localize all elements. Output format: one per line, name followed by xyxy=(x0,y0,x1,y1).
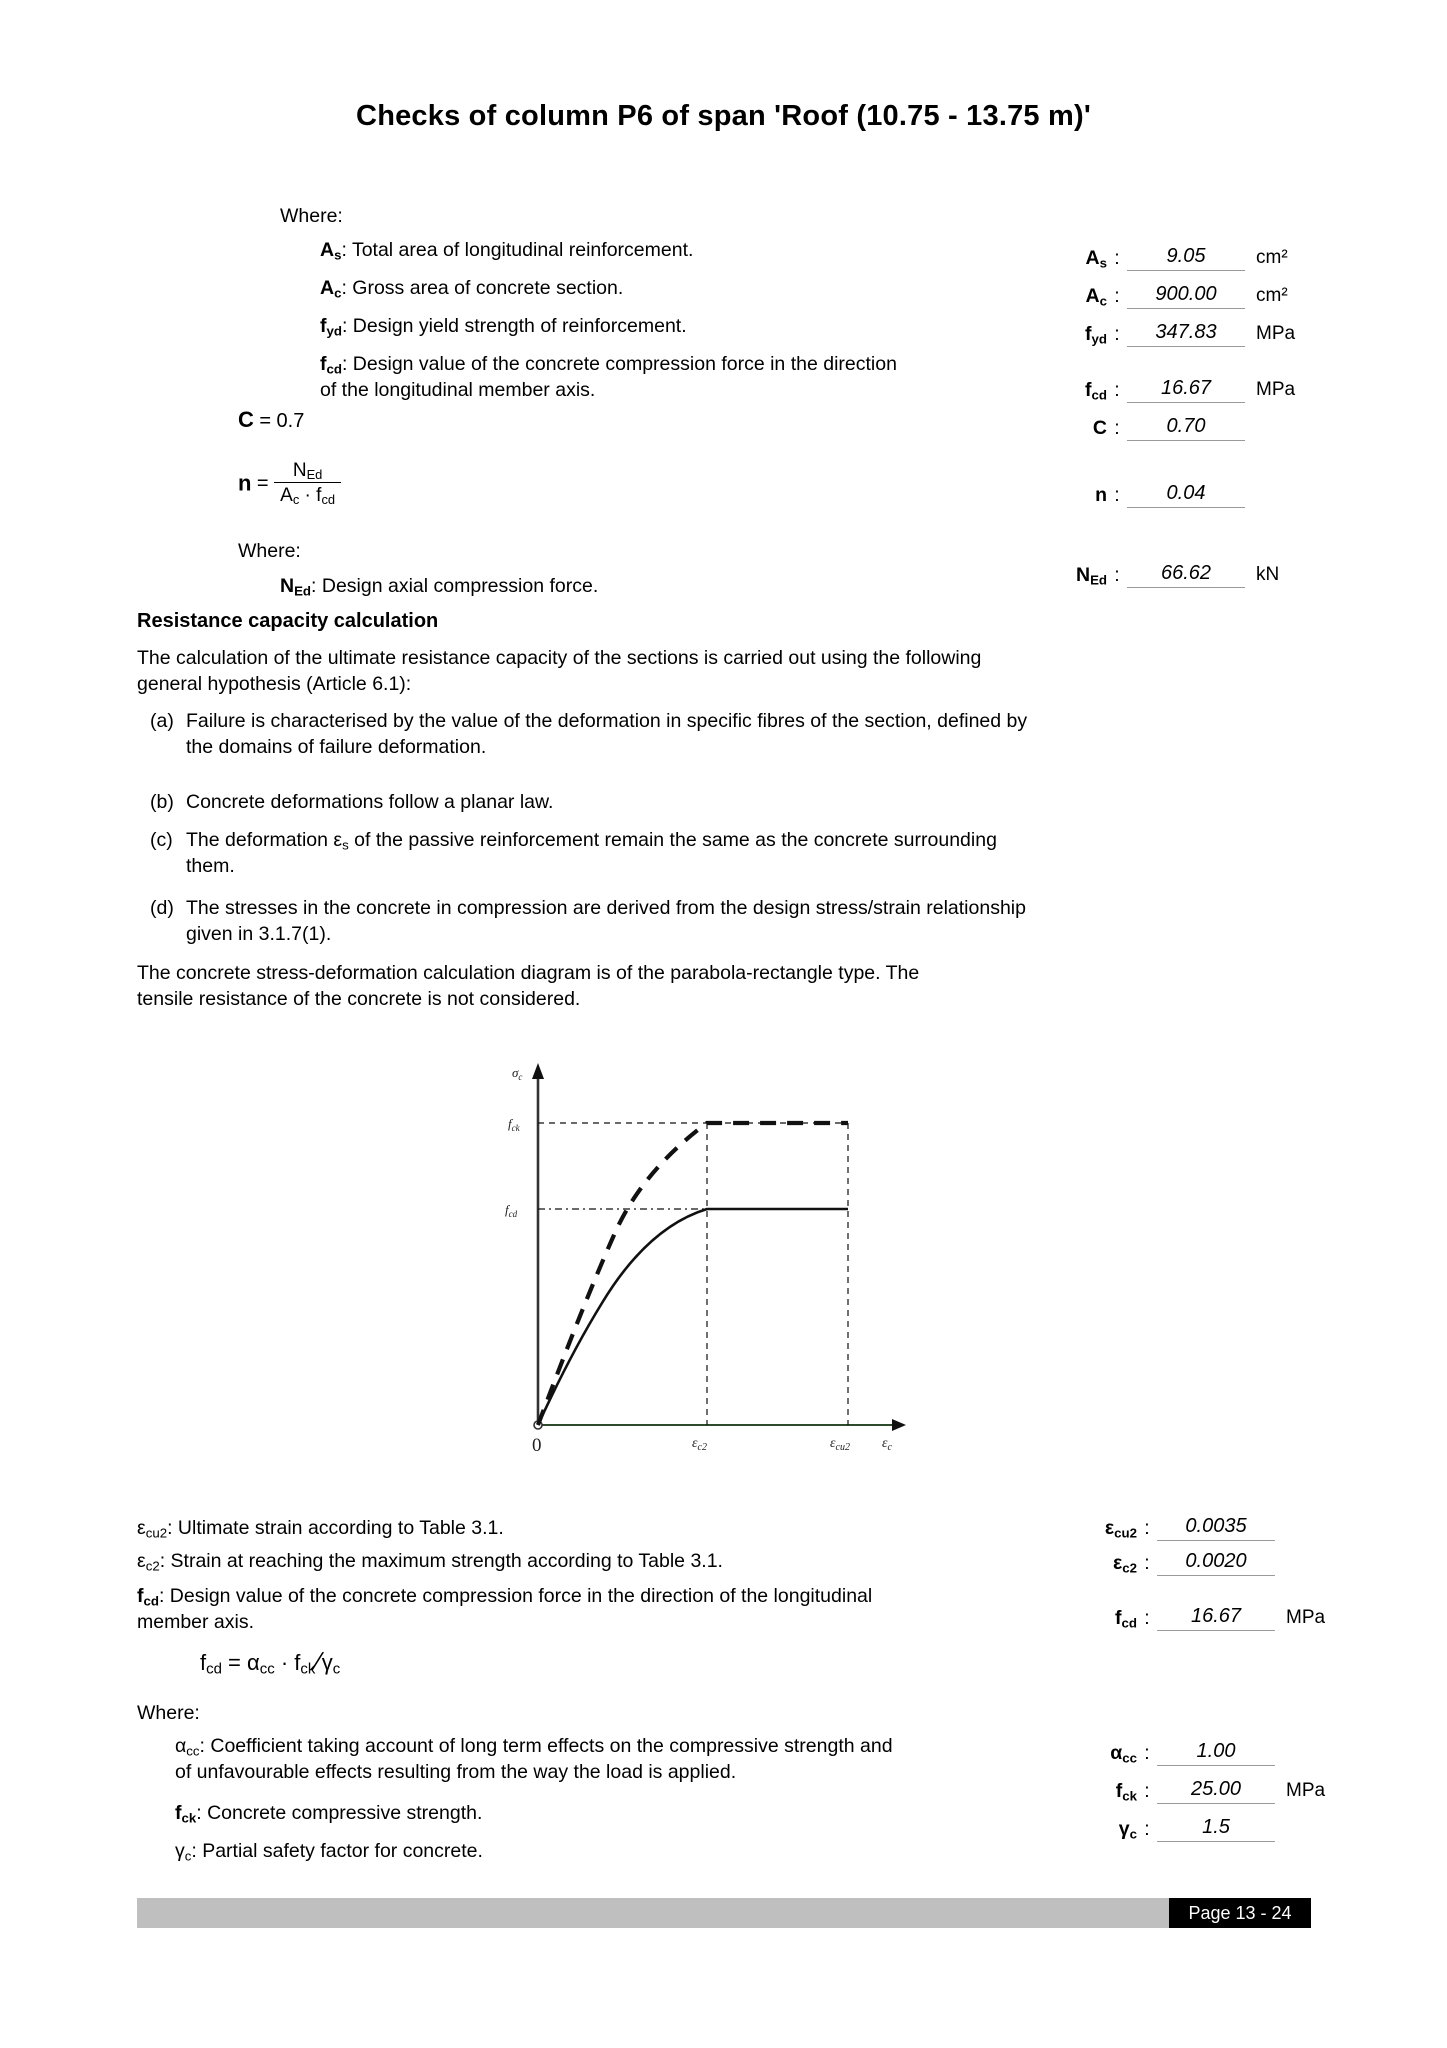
value-symbol-alphacc: $\alpha_{cc}$ xyxy=(1110,1741,1137,1765)
curve-fck-characteristic xyxy=(538,1123,848,1425)
value-colon: : xyxy=(1144,1606,1150,1629)
value-row-fcd xyxy=(1055,377,1295,403)
value-unit-fck: MPa xyxy=(1286,1780,1326,1801)
value-row-epsc2 xyxy=(1085,1550,1286,1576)
definition-gammac xyxy=(175,1838,895,1864)
value-row-fcd-bottom xyxy=(1085,1605,1325,1631)
symbol-fcd-bottom: $f_{cd}$ xyxy=(137,1585,159,1609)
footer-bar xyxy=(137,1898,1169,1928)
value-field-n[interactable]: 0.04 xyxy=(1127,482,1245,508)
definition-as xyxy=(320,237,960,263)
fraction-denominator: $A_c \cdot f_{cd}$ xyxy=(274,482,341,506)
formula-fcd-slash: ∕ xyxy=(316,1646,321,1676)
list-marker-d: (d) xyxy=(150,897,174,919)
value-field-ned[interactable]: 66.62 xyxy=(1127,562,1245,588)
symbol-c: C xyxy=(238,407,254,432)
page-title: Checks of column P6 of span 'Roof (10.75 - 13.75 m)' xyxy=(356,100,1091,132)
symbol-epsc2: $\varepsilon_{c2}$ xyxy=(137,1550,160,1574)
value-symbol-n: n xyxy=(1095,483,1107,506)
list-marker-b: (b) xyxy=(150,791,174,813)
symbol-fck: $f_{ck}$ xyxy=(175,1802,197,1826)
definition-epscu2 xyxy=(137,1515,1017,1541)
value-colon: : xyxy=(1114,284,1120,307)
value-colon: : xyxy=(1144,1516,1150,1539)
value-unit-fcd-bottom: MPa xyxy=(1286,1607,1326,1628)
value-unit-as: cm² xyxy=(1256,247,1288,268)
list-item-c xyxy=(150,827,1000,879)
value-unit-ned: kN xyxy=(1256,564,1280,585)
value-row-gammac xyxy=(1085,1816,1286,1842)
symbol-ac: $A_c$ xyxy=(320,277,342,301)
y-tick-fcd: $f_{cd}$ xyxy=(505,1202,518,1219)
symbol-ned: $N_{Ed}$ xyxy=(280,575,312,599)
value-symbol-fcd-bottom: $f_{cd}$ xyxy=(1115,1606,1137,1630)
formula-c xyxy=(238,407,304,434)
list-marker-a: (a) xyxy=(150,710,174,732)
value-field-epsc2[interactable]: 0.0020 xyxy=(1157,1550,1275,1576)
value-symbol-ac: $A_c$ xyxy=(1085,284,1107,308)
value-symbol-fyd: $f_{yd}$ xyxy=(1085,322,1107,346)
value-colon: : xyxy=(1114,246,1120,269)
definition-ned xyxy=(280,573,940,599)
value-field-fck[interactable]: 25.00 xyxy=(1157,1778,1275,1804)
formula-fcd-lhs: $f_{cd}$ xyxy=(200,1650,222,1678)
value-symbol-epsc2: $\varepsilon_{c2}$ xyxy=(1112,1551,1137,1575)
symbol-epscu2: $\varepsilon_{cu2}$ xyxy=(137,1517,168,1541)
value-field-alphacc[interactable]: 1.00 xyxy=(1157,1740,1275,1766)
value-colon: : xyxy=(1114,563,1120,586)
definition-ac-text: : Gross area of concrete section. xyxy=(341,277,624,299)
value-field-ac[interactable]: 900.00 xyxy=(1127,283,1245,309)
formula-fcd-dot: · xyxy=(280,1650,295,1675)
x-tick-zero: 0 xyxy=(532,1435,542,1456)
formula-fcd-eq: = xyxy=(228,1650,248,1675)
x-tick-epscu2: $\varepsilon_{cu2}$ xyxy=(830,1436,850,1453)
definition-gammac-text: : Partial safety factor for concrete. xyxy=(191,1840,483,1862)
value-row-ned xyxy=(1055,562,1279,588)
definition-alphacc-text: : Coefficient taking account of long term effects on the compressive strength and of unfavourable effects resulting from the way the load is applied. xyxy=(175,1735,893,1783)
value-row-epscu2 xyxy=(1085,1515,1286,1541)
formula-fcd-gamma: $\gamma_c$ xyxy=(321,1650,341,1678)
value-row-alphacc xyxy=(1085,1740,1286,1766)
symbol-fyd: $f_{yd}$ xyxy=(320,315,342,339)
value-row-c xyxy=(1055,415,1256,441)
value-row-n xyxy=(1055,482,1256,508)
formula-fcd xyxy=(200,1648,340,1676)
symbol-as: $A_s$ xyxy=(320,239,342,263)
symbol-gammac: $\gamma_c$ xyxy=(175,1840,192,1864)
curve-fcd-design xyxy=(538,1209,848,1425)
footer-page-number: Page 13 - 24 xyxy=(1169,1898,1311,1928)
value-row-fyd xyxy=(1055,321,1295,347)
value-symbol-epscu2: $\varepsilon_{cu2}$ xyxy=(1104,1516,1137,1540)
value-colon: : xyxy=(1114,378,1120,401)
list-text-d: The stresses in the concrete in compression are derived from the design stress/strain relationship given in 3.1.7(1). xyxy=(186,897,1026,945)
definition-epsc2-text: : Strain at reaching the maximum strength according to Table 3.1. xyxy=(159,1550,723,1572)
value-colon: : xyxy=(1144,1779,1150,1802)
where-label-ned: Where: xyxy=(238,540,301,562)
x-tick-epsc2: $\varepsilon_{c2}$ xyxy=(692,1436,707,1453)
formula-fcd-alpha: $\alpha_{cc}$ xyxy=(247,1650,275,1678)
symbol-n: n xyxy=(238,470,252,496)
fraction-numerator: $N_{Ed}$ xyxy=(292,460,323,483)
list-item-d xyxy=(150,895,1030,947)
y-axis-label: $\sigma_c$ xyxy=(512,1065,523,1082)
value-field-as[interactable]: 9.05 xyxy=(1127,245,1245,271)
value-symbol-fck: $f_{ck}$ xyxy=(1115,1779,1137,1803)
definition-epsc2 xyxy=(137,1548,1017,1574)
value-colon: : xyxy=(1114,416,1120,439)
definition-fyd-text: : Design yield strength of reinforcement. xyxy=(341,315,687,337)
value-field-fcd[interactable]: 16.67 xyxy=(1127,377,1245,403)
value-colon: : xyxy=(1114,483,1120,506)
where-label-top: Where: xyxy=(280,205,343,227)
value-colon: : xyxy=(1114,322,1120,345)
definition-fcd-bottom-text: : Design value of the concrete compression force in the direction of the longitudinal member axis. xyxy=(137,1585,873,1633)
list-item-b xyxy=(150,789,1030,815)
y-tick-fck: $f_{ck}$ xyxy=(508,1116,520,1133)
definition-ned-text: : Design axial compression force. xyxy=(311,575,599,597)
value-symbol-c: C xyxy=(1092,416,1107,439)
definition-fck xyxy=(175,1800,895,1826)
formula-fcd-fck: $f_{ck}$ xyxy=(294,1650,316,1678)
value-field-gammac[interactable]: 1.5 xyxy=(1157,1816,1275,1842)
resistance-closing: The concrete stress-deformation calculation diagram is of the parabola-rectangle type. The tensile resistance of the concrete is not considered. xyxy=(137,962,920,1010)
value-field-fyd[interactable]: 347.83 xyxy=(1127,321,1245,347)
value-symbol-gammac: $\gamma_c$ xyxy=(1118,1817,1137,1841)
definition-ac xyxy=(320,275,960,301)
formula-n xyxy=(238,460,341,507)
value-unit-fcd: MPa xyxy=(1256,379,1296,400)
value-field-epscu2[interactable]: 0.0035 xyxy=(1157,1515,1275,1541)
value-unit-fyd: MPa xyxy=(1256,323,1296,344)
definition-epscu2-text: : Ultimate strain according to Table 3.1. xyxy=(167,1517,504,1539)
value-colon: : xyxy=(1144,1741,1150,1764)
where-label-bottom: Where: xyxy=(137,1702,200,1724)
value-field-c[interactable]: 0.70 xyxy=(1127,415,1245,441)
value-symbol-fcd: $f_{cd}$ xyxy=(1085,378,1107,402)
definition-alphacc xyxy=(175,1733,895,1785)
value-row-fck xyxy=(1085,1778,1325,1804)
definition-fcd-bottom xyxy=(137,1583,937,1635)
stress-strain-svg xyxy=(490,1055,910,1456)
symbol-fcd: $f_{cd}$ xyxy=(320,353,342,377)
stress-strain-diagram xyxy=(490,1055,910,1456)
value-colon: : xyxy=(1144,1817,1150,1840)
x-axis-arrow xyxy=(892,1419,906,1431)
definition-as-text: : Total area of longitudinal reinforcement. xyxy=(341,239,694,261)
list-text-c: The deformation $\varepsilon_s$ of the passive reinforcement remain the same as the concrete surrounding them. xyxy=(186,829,997,877)
definition-fcd-text: : Design value of the concrete compression force in the direction of the longitudinal member axis. xyxy=(320,353,897,401)
y-axis-arrow xyxy=(532,1063,544,1079)
value-symbol-as: $A_s$ xyxy=(1085,246,1107,270)
list-text-a: Failure is characterised by the value of the deformation in specific fibres of the section, defined by the domains of failure deformation. xyxy=(186,710,1028,758)
list-item-a xyxy=(150,708,1030,760)
symbol-alphacc: $\alpha_{cc}$ xyxy=(175,1735,200,1759)
formula-c-value: = 0.7 xyxy=(259,410,305,432)
fraction-n xyxy=(274,460,341,507)
resistance-intro: The calculation of the ultimate resistance capacity of the sections is carried out using the following general hypothesis (Article 6.1): xyxy=(137,647,982,695)
value-field-fcd-bottom[interactable]: 16.67 xyxy=(1157,1605,1275,1631)
list-text-b: Concrete deformations follow a planar law. xyxy=(186,791,554,813)
value-row-as xyxy=(1055,245,1288,271)
definition-fyd xyxy=(320,313,960,339)
definition-fck-text: : Concrete compressive strength. xyxy=(196,1802,483,1824)
value-colon: : xyxy=(1144,1551,1150,1574)
definition-fcd xyxy=(320,351,910,403)
value-symbol-ned: $N_{Ed}$ xyxy=(1075,563,1107,587)
value-unit-ac: cm² xyxy=(1256,285,1288,306)
equals-sign: = xyxy=(256,472,275,495)
value-row-ac xyxy=(1055,283,1288,309)
section-heading-resistance: Resistance capacity calculation xyxy=(137,610,439,632)
list-marker-c: (c) xyxy=(150,829,173,851)
x-axis-label: $\varepsilon_c$ xyxy=(882,1436,892,1453)
